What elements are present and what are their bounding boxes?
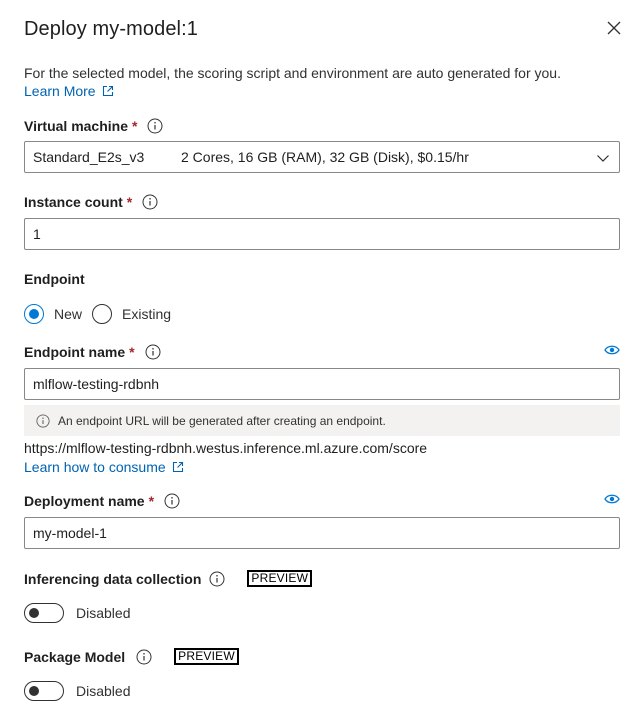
deployment-name-label xyxy=(24,493,180,509)
instance-count-label xyxy=(24,194,158,210)
endpoint-url: https://mlflow-testing-rdbnh.westus.inference.ml.azure.com/score xyxy=(24,440,428,456)
info-icon[interactable] xyxy=(145,344,161,360)
consume-link-label: Learn how to consume xyxy=(24,459,166,475)
virtual-machine-select[interactable] xyxy=(24,141,620,173)
endpoint-existing-label: Existing xyxy=(122,306,172,322)
package-model-label xyxy=(24,648,239,665)
endpoint-new-label: New xyxy=(54,306,83,322)
eye-icon[interactable] xyxy=(604,344,620,356)
inferencing-data-collection-toggle-row xyxy=(24,603,130,623)
radio-unselected-icon xyxy=(92,304,112,324)
required-marker: * xyxy=(126,194,133,210)
info-icon[interactable] xyxy=(164,493,180,509)
virtual-machine-label-text: Virtual machine xyxy=(24,118,129,134)
info-icon[interactable] xyxy=(142,194,158,210)
learn-more-label: Learn More xyxy=(24,83,96,99)
vm-size-name: Standard_E2s_v3 xyxy=(33,149,145,165)
inferencing-data-collection-label xyxy=(24,570,312,587)
external-link-icon xyxy=(172,461,184,473)
info-icon[interactable] xyxy=(136,649,152,665)
info-icon[interactable] xyxy=(147,118,163,134)
external-link-icon xyxy=(102,85,114,97)
learn-how-to-consume-link[interactable] xyxy=(24,459,184,475)
instance-count-input[interactable] xyxy=(24,218,620,250)
required-marker: * xyxy=(148,493,155,509)
dialog-title: Deploy my-model:1 xyxy=(24,18,198,40)
info-icon[interactable] xyxy=(209,571,225,587)
endpoint-notice-text: An endpoint URL will be generated after creating an endpoint. xyxy=(58,413,386,428)
preview-badge: PREVIEW xyxy=(174,648,239,665)
virtual-machine-label xyxy=(24,118,163,134)
info-icon xyxy=(36,414,50,428)
endpoint-name-input[interactable] xyxy=(24,368,620,400)
deployment-name-label-text: Deployment name xyxy=(24,493,145,509)
endpoint-url-notice xyxy=(24,405,620,436)
eye-icon[interactable] xyxy=(604,493,620,505)
vm-size-specs: 2 Cores, 16 GB (RAM), 32 GB (Disk), $0.15/hr xyxy=(181,149,469,165)
required-marker: * xyxy=(132,118,138,134)
package-model-toggle[interactable] xyxy=(24,681,64,701)
endpoint-label: Endpoint xyxy=(24,271,85,287)
required-marker: * xyxy=(129,344,135,360)
endpoint-existing-radio[interactable] xyxy=(92,304,171,324)
package-model-toggle-row xyxy=(24,681,130,701)
preview-badge: PREVIEW xyxy=(247,570,312,587)
deployment-name-value: my-model-1 xyxy=(33,525,107,541)
inferencing-data-collection-label-text: Inferencing data collection xyxy=(24,570,202,587)
chevron-down-icon xyxy=(595,150,611,166)
toggle-state-label: Disabled xyxy=(76,683,131,699)
toggle-state-label: Disabled xyxy=(76,605,131,621)
instance-count-label-text: Instance count xyxy=(24,194,123,210)
dialog-description: For the selected model, the scoring script and environment are auto generated for you. xyxy=(24,65,561,81)
endpoint-name-value: mlflow-testing-rdbnh xyxy=(33,376,160,392)
endpoint-name-label xyxy=(24,344,161,360)
close-icon[interactable] xyxy=(604,18,624,38)
package-model-label-text: Package Model xyxy=(24,648,126,665)
learn-more-link[interactable] xyxy=(24,83,114,99)
instance-count-value: 1 xyxy=(33,226,41,242)
radio-selected-icon xyxy=(24,304,44,324)
deployment-name-input[interactable] xyxy=(24,517,620,549)
endpoint-name-label-text: Endpoint name xyxy=(24,344,126,360)
inferencing-data-collection-toggle[interactable] xyxy=(24,603,64,623)
endpoint-new-radio[interactable] xyxy=(24,304,82,324)
